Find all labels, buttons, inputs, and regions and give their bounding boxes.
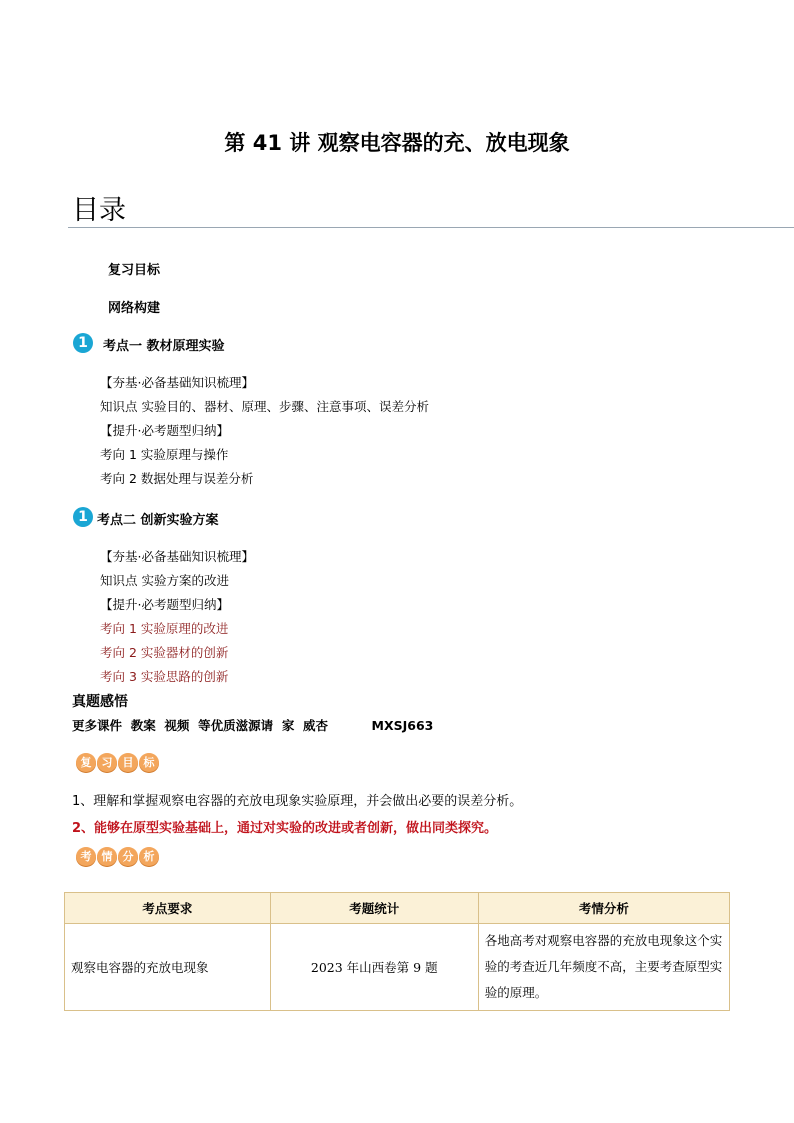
toc-item[interactable]: 考向 1 实验原理与操作 bbox=[100, 447, 229, 462]
table-header: 考情分析 bbox=[478, 893, 729, 924]
review-goals-badge: 复 bbox=[76, 753, 96, 772]
table-cell: 2023 年山西卷第 9 题 bbox=[270, 924, 478, 1011]
toc-heading: 目录 bbox=[72, 195, 126, 226]
toc-item[interactable]: 考向 2 数据处理与误差分析 bbox=[100, 471, 254, 486]
table-cell: 各地高考对观察电容器的充放电现象这个实验的考查近几年频度不高，主要考查原型实验的原理。 bbox=[478, 924, 729, 1011]
goal-item: 1、理解和掌握观察电容器的充放电现象实验原理，并会做出必要的误差分析。 bbox=[72, 794, 523, 809]
toc-item[interactable]: 【夯基·必备基础知识梳理】 bbox=[100, 549, 254, 564]
table-row bbox=[65, 924, 730, 1011]
toc-item[interactable]: 【提升·必考题型归纳】 bbox=[100, 597, 229, 612]
analysis-badge: 考 bbox=[76, 847, 96, 866]
review-goals-badge: 标 bbox=[139, 753, 159, 772]
toc-real-questions[interactable]: 真题感悟 bbox=[72, 694, 128, 710]
page-title: 第 41 讲 观察电容器的充、放电现象 bbox=[224, 131, 570, 155]
table-header-row bbox=[65, 893, 730, 924]
toc-item[interactable]: 【提升·必考题型归纳】 bbox=[100, 423, 229, 438]
toc-network[interactable]: 网络构建 bbox=[108, 301, 161, 316]
section-number-icon: 1 bbox=[73, 333, 93, 353]
resource-note: 更多课件 教案 视频 等优质滋源请 家 威杏 MXSJ663 bbox=[72, 718, 434, 733]
analysis-badge: 情 bbox=[97, 847, 117, 866]
toc-divider bbox=[68, 227, 794, 228]
toc-item[interactable]: 考向 3 实验思路的创新 bbox=[100, 669, 229, 684]
table-header: 考题统计 bbox=[270, 893, 478, 924]
table-cell: 观察电容器的充放电现象 bbox=[65, 924, 271, 1011]
toc-item[interactable]: 【夯基·必备基础知识梳理】 bbox=[100, 375, 254, 390]
toc-section-2-title[interactable]: 考点二 创新实验方案 bbox=[97, 513, 219, 528]
toc-item[interactable]: 知识点 实验目的、器材、原理、步骤、注意事项、误差分析 bbox=[100, 399, 429, 414]
exam-analysis-table bbox=[64, 892, 730, 1011]
section-number-icon: 1 bbox=[73, 507, 93, 527]
analysis-badge: 分 bbox=[118, 847, 138, 866]
goal-item: 2、能够在原型实验基础上，通过对实验的改进或者创新，做出同类探究。 bbox=[72, 821, 498, 836]
review-goals-badge: 目 bbox=[118, 753, 138, 772]
toc-section-1-title[interactable]: 考点一 教材原理实验 bbox=[103, 339, 225, 354]
table-header: 考点要求 bbox=[65, 893, 271, 924]
review-goals-badge: 习 bbox=[97, 753, 117, 772]
toc-item[interactable]: 知识点 实验方案的改进 bbox=[100, 573, 229, 588]
analysis-badge: 析 bbox=[139, 847, 159, 866]
toc-item[interactable]: 考向 1 实验原理的改进 bbox=[100, 621, 229, 636]
toc-item[interactable]: 考向 2 实验器材的创新 bbox=[100, 645, 229, 660]
toc-review-goals[interactable]: 复习目标 bbox=[108, 263, 161, 278]
